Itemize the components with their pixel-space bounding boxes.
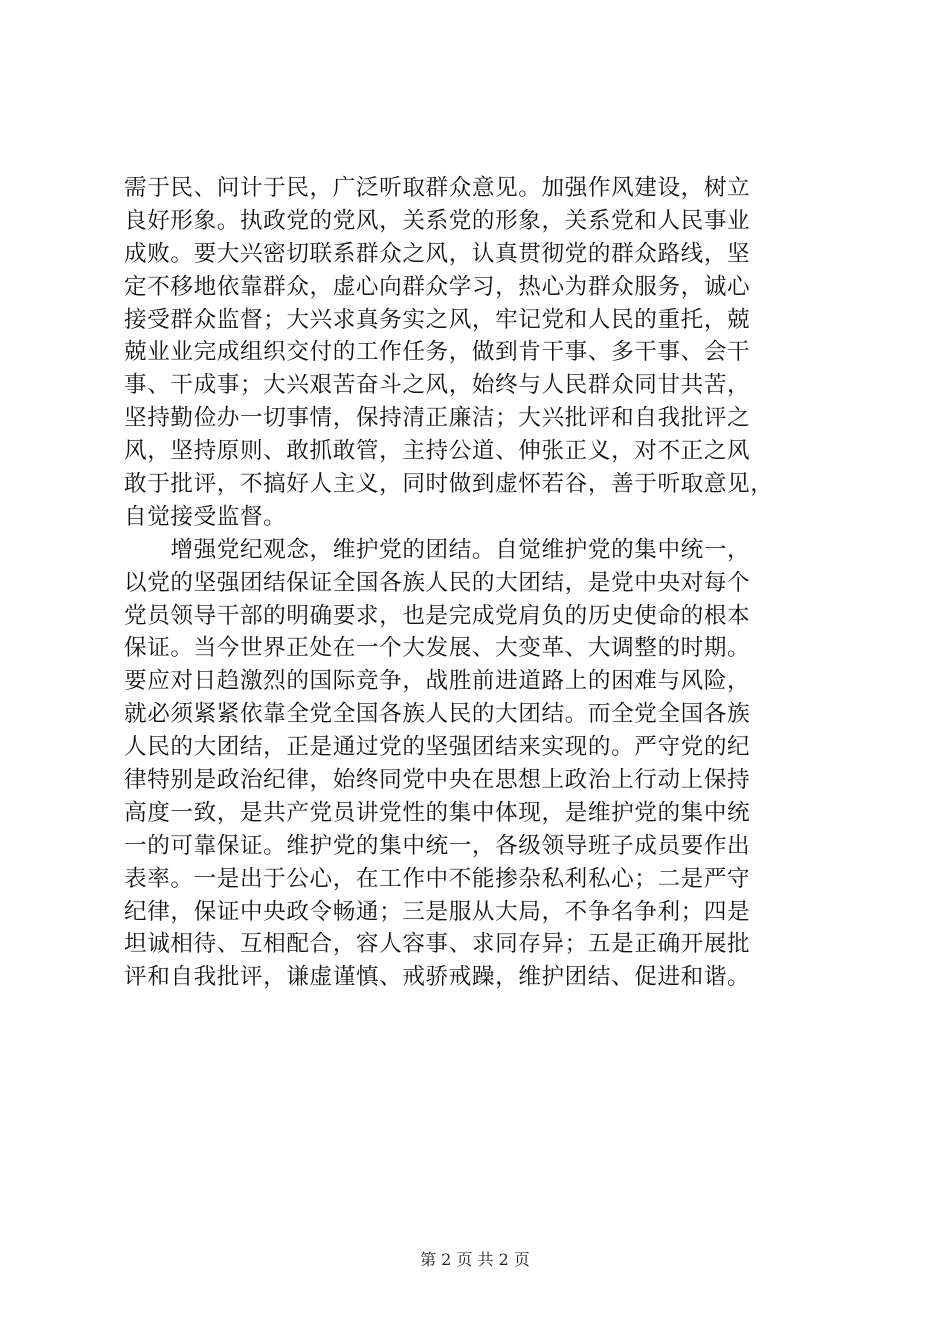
- text-line: 成败。要大兴密切联系群众之风，认真贯彻党的群众路线，坚: [124, 240, 751, 267]
- paragraph-start-line: 增强党纪观念，维护党的团结。自觉维护党的集中统一，: [124, 536, 751, 563]
- text-line: 风，坚持原则、敢抓敢管，主持公道、伸张正义，对不正之风: [124, 438, 751, 465]
- text-line: 评和自我批评，谦虚谨慎、戒骄戒躁，维护团结、促进和谐。: [124, 964, 751, 991]
- text-line: 坚持勤俭办一切事情，保持清正廉洁；大兴批评和自我批评之: [124, 405, 751, 432]
- text-line: 以党的坚强团结保证全国各族人民的大团结，是党中央对每个: [124, 569, 751, 596]
- body-text: [124, 172, 836, 994]
- text-line: 保证。当今世界正处在一个大发展、大变革、大调整的时期。: [124, 635, 751, 662]
- text-line: 表率。一是出于公心，在工作中不能掺杂私利私心；二是严守: [124, 865, 751, 892]
- page-footer: [0, 1250, 950, 1270]
- text-line: 党员领导干部的明确要求，也是完成党肩负的历史使命的根本: [124, 602, 751, 629]
- text-line: 接受群众监督；大兴求真务实之风，牢记党和人民的重托，兢: [124, 306, 751, 333]
- text-line: 自觉接受监督。: [124, 503, 287, 530]
- text-line: 一的可靠保证。维护党的集中统一，各级领导班子成员要作出: [124, 832, 751, 859]
- text-line: 良好形象。执政党的党风，关系党的形象，关系党和人民事业: [124, 207, 751, 234]
- text-line: 需于民、问计于民，广泛听取群众意见。加强作风建设，树立: [124, 175, 751, 201]
- page-number: 第 2 页 共 2 页: [420, 1250, 530, 1269]
- text-line: 事、干成事；大兴艰苦奋斗之风，始终与人民群众同甘共苦，: [124, 372, 751, 399]
- text-line: 高度一致，是共产党员讲党性的集中体现，是维护党的集中统: [124, 799, 751, 826]
- text-line: 纪律，保证中央政令畅通；三是服从大局，不争名争利；四是: [124, 898, 751, 925]
- text-line: 坦诚相待、互相配合，容人容事、求同存异；五是正确开展批: [124, 931, 751, 958]
- text-line: 要应对日趋激烈的国际竞争，战胜前进道路上的困难与风险，: [124, 668, 751, 695]
- text-line: 兢业业完成组织交付的工作任务，做到肯干事、多干事、会干: [124, 339, 751, 366]
- text-line: 就必须紧紧依靠全党全国各族人民的大团结。而全党全国各族: [124, 701, 751, 728]
- text-line: 定不移地依靠群众，虚心向群众学习，热心为群众服务，诚心: [124, 273, 751, 300]
- text-line: 律特别是政治纪律，始终同党中央在思想上政治上行动上保持: [124, 767, 751, 794]
- text-line: 敢于批评，不搞好人主义，同时做到虚怀若谷，善于听取意见，: [124, 471, 774, 498]
- text-line: 人民的大团结，正是通过党的坚强团结来实现的。严守党的纪: [124, 734, 751, 761]
